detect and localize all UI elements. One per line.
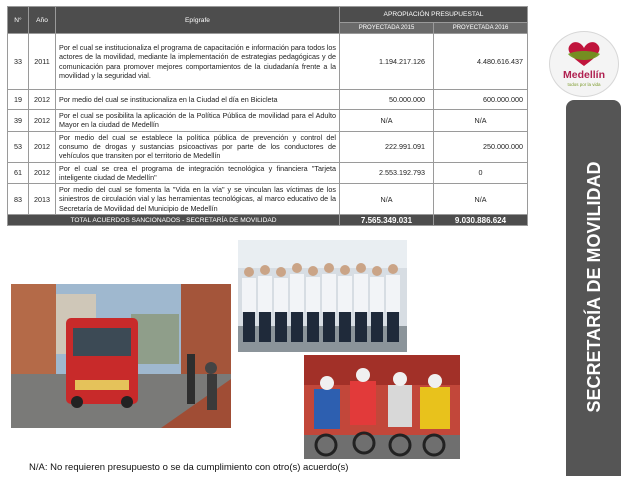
side-banner bbox=[566, 100, 621, 476]
header-projected-2015: PROYECTADA 2015 bbox=[340, 23, 434, 34]
heart-logo-icon bbox=[564, 40, 604, 68]
traffic-police-photo bbox=[238, 240, 407, 352]
cyclists-photo bbox=[304, 355, 460, 459]
row-num: 83 bbox=[8, 184, 29, 215]
row-value-2016: 4.480.616.437 bbox=[434, 34, 528, 90]
row-num: 33 bbox=[8, 34, 29, 90]
row-value-2016: 600.000.000 bbox=[434, 90, 528, 110]
header-num: N° bbox=[8, 7, 29, 34]
total-label: TOTAL ACUERDOS SANCIONADOS - SECRETARÍA DE MOVILIDAD bbox=[8, 215, 340, 226]
budget-table bbox=[7, 6, 528, 226]
row-value-2015: N/A bbox=[340, 184, 434, 215]
row-num: 53 bbox=[8, 131, 29, 162]
table-row bbox=[8, 184, 528, 215]
row-value-2016: 0 bbox=[434, 162, 528, 184]
row-year: 2013 bbox=[29, 184, 56, 215]
table-row bbox=[8, 34, 528, 90]
logo-tagline: todos por la vida bbox=[567, 82, 601, 87]
table-row bbox=[8, 90, 528, 110]
row-description: Por el cual se posibilita la aplicación de la Política Pública de movilidad para el Adulto Mayor en la ciudad de Medellín bbox=[56, 110, 340, 132]
table-row bbox=[8, 110, 528, 132]
table-row bbox=[8, 131, 528, 162]
row-value-2015: 1.194.217.126 bbox=[340, 34, 434, 90]
row-year: 2012 bbox=[29, 90, 56, 110]
row-value-2016: N/A bbox=[434, 110, 528, 132]
row-description: Por medio del cual se fomenta la "Vida en la vía" y se vinculan las víctimas de los siniestros de circulación vial y las herramientas tecnológicas, al marco educativo de la Secretaría de Movilidad del Municipio de Medellín bbox=[56, 184, 340, 215]
row-num: 39 bbox=[8, 110, 29, 132]
total-value-2015: 7.565.349.031 bbox=[340, 215, 434, 226]
header-projected-2016: PROYECTADA 2016 bbox=[434, 23, 528, 34]
header-year: Año bbox=[29, 7, 56, 34]
footnote: N/A: No requieren presupuesto o se da cumplimiento con otro(s) acuerdo(s) bbox=[29, 462, 349, 473]
medellin-logo bbox=[549, 31, 619, 97]
row-value-2016: 250.000.000 bbox=[434, 131, 528, 162]
row-year: 2012 bbox=[29, 162, 56, 184]
header-epigraph: Epígrafe bbox=[56, 7, 340, 34]
row-value-2016: N/A bbox=[434, 184, 528, 215]
row-num: 19 bbox=[8, 90, 29, 110]
row-description: Por medio del cual se institucionaliza en la Ciudad el día en Bicicleta bbox=[56, 90, 340, 110]
total-value-2016: 9.030.886.624 bbox=[434, 215, 528, 226]
row-year: 2012 bbox=[29, 110, 56, 132]
side-banner-title: SECRETARÍA DE MOVILIDAD bbox=[584, 161, 604, 413]
header-budget: APROPIACIÓN PRESUPUESTAL bbox=[340, 7, 528, 23]
row-description: Por el cual se institucionaliza el programa de capacitación e información para todos los actores de la movilidad, mediante la implementación de estrategias pedagógicas y de comunicación para promover mejores comportamientos de la ciudadanía frente a la movilidad y la seguridad vial. bbox=[56, 34, 340, 90]
row-value-2015: N/A bbox=[340, 110, 434, 132]
row-num: 61 bbox=[8, 162, 29, 184]
logo-name: Medellín bbox=[562, 69, 605, 81]
row-value-2015: 50.000.000 bbox=[340, 90, 434, 110]
row-year: 2012 bbox=[29, 131, 56, 162]
row-value-2015: 222.991.091 bbox=[340, 131, 434, 162]
row-year: 2011 bbox=[29, 34, 56, 90]
row-description: Por el cual se crea el programa de integración tecnológica y financiera "Tarjeta inteligente ciudad de Medellín" bbox=[56, 162, 340, 184]
total-row bbox=[8, 215, 528, 226]
table-row bbox=[8, 162, 528, 184]
street-bus-photo bbox=[11, 284, 231, 428]
row-value-2015: 2.553.192.793 bbox=[340, 162, 434, 184]
row-description: Por medio del cual se establece la política pública de prevención y control del consumo de drogas y sustancias psicoactivas por parte de los conductores de vehículos que transiten por el territorio de Medellín bbox=[56, 131, 340, 162]
